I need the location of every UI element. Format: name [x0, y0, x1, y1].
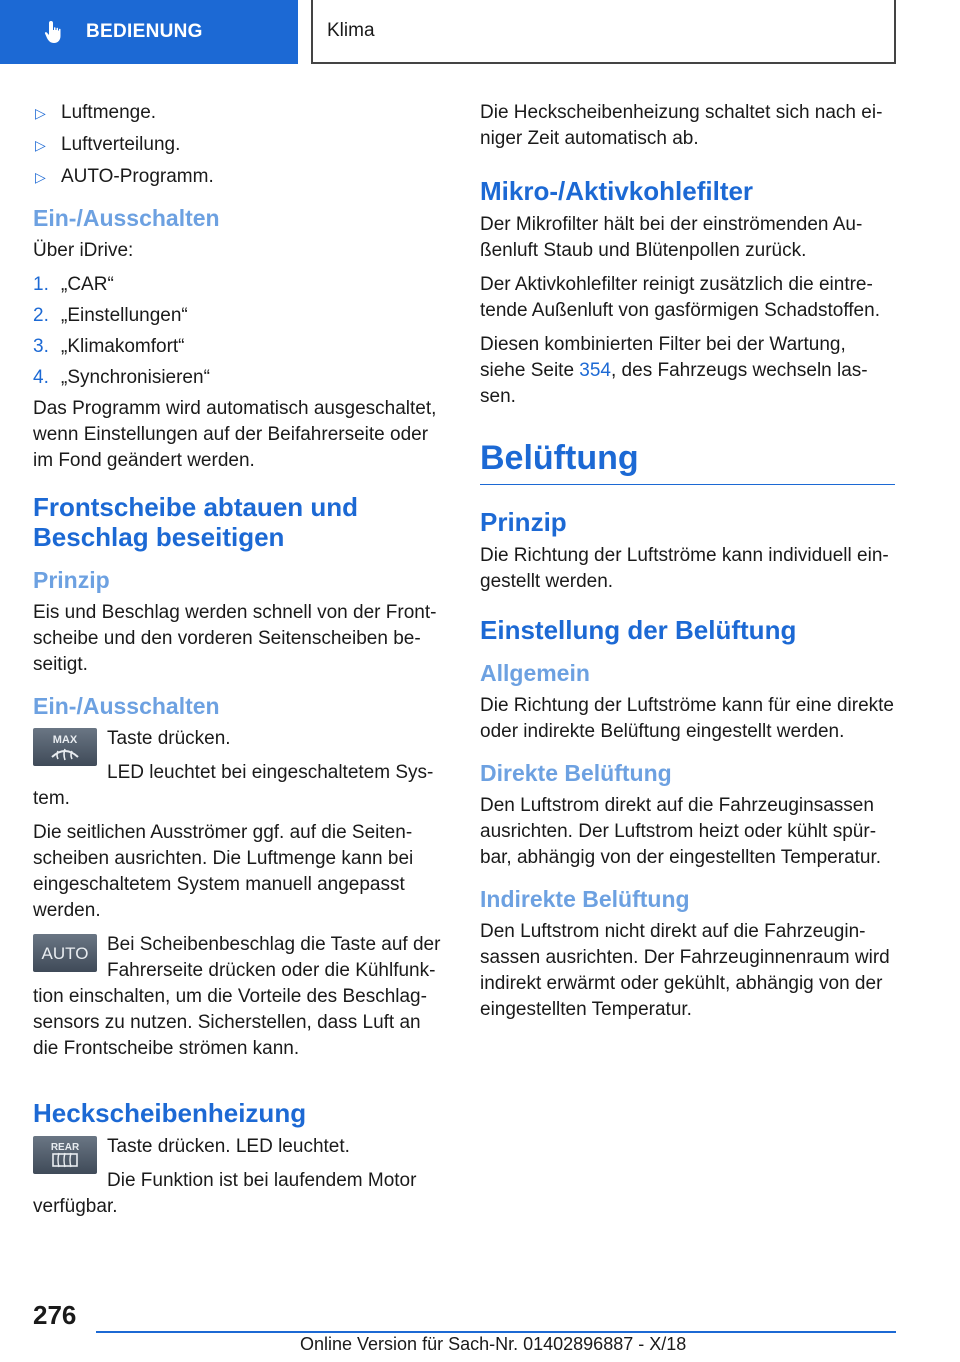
filter-paragraph-1: Der Mikrofilter hält bei der einströmenden Außenluft Staub und Blütenpollen zurück. [480, 214, 863, 261]
heading-prinzip: Prinzip [33, 567, 110, 593]
chapter-title: Klima [327, 20, 375, 41]
heading-einstellung: Einstellung der Belüftung [480, 615, 797, 645]
heading-ein-ausschalten: Ein-/Ausschalten [33, 205, 220, 231]
max-button-row [33, 726, 445, 820]
filter-paragraph-2: Der Aktivkohlefilter reinigt zusätzlich die eintretende Außenluft von gasförmigen Schadstoffen. [480, 274, 880, 321]
auto-paragraph: Bei Scheibenbeschlag die Taste auf der Fahrerseite drücken oder die Kühlfunktion einschalten, um die Vorteile des Beschlagsensors zu nutzen. Sicherstellen, dass Luft an die Frontscheibe strömen kann. [33, 934, 441, 1059]
triangle-bullet-icon: ▷ [35, 137, 46, 153]
heading-direkt: Direkte Belüftung [480, 760, 672, 786]
auto-button-icon [33, 934, 97, 972]
rear-text-2: Die Funktion ist bei laufendem Motor verfügbar. [33, 1170, 417, 1217]
heck-auto-paragraph: Die Heckscheibenheizung schaltet sich nach einiger Zeit automatisch ab. [480, 102, 883, 149]
footer-divider [96, 1331, 896, 1333]
list-item: ▷ Luftmenge. [33, 100, 445, 126]
heading-belueftung: Belüftung [480, 438, 895, 485]
bullet-list [33, 100, 445, 190]
svg-text:MAX: MAX [52, 734, 78, 746]
side-vents-paragraph: Die seitlichen Ausströmer ggf. auf die Seitenscheiben ausrichten. Die Luftmenge kann bei eingeschaltetem System manuell angepasst werden. [33, 822, 414, 921]
sync-paragraph: Das Programm wird automatisch ausgeschaltet, wenn Einstellungen auf der Beifahrerseite oder im Fond geändert werden. [33, 398, 437, 471]
list-item: 1. „CAR“ [33, 274, 114, 295]
list-item: 3. „Klimakomfort“ [33, 336, 185, 357]
heading-prinzip-2: Prinzip [480, 507, 567, 537]
svg-text:REAR: REAR [50, 1142, 80, 1153]
direkt-paragraph: Den Luftstrom direkt auf die Fahrzeuginsassen ausrichten. Der Luftstrom heizt oder kühlt spürbar, abhängig von der eingestellten Temperatur. [480, 795, 882, 868]
prinzip-paragraph: Eis und Beschlag werden schnell von der Frontscheibe und den vorderen Seitenscheiben beseitigt. [33, 602, 437, 675]
idrive-intro: Über iDrive: [33, 240, 134, 261]
auto-button-row [33, 932, 445, 1070]
list-item: ▷ Luftverteilung. [33, 132, 445, 158]
rear-defrost-button-icon [33, 1136, 97, 1174]
rear-text-1: Taste drücken. LED leuchtet. [107, 1136, 350, 1157]
max-text-2: LED leuchtet bei eingeschaltetem System. [33, 762, 434, 809]
heading-allgemein: Allgemein [480, 660, 590, 686]
list-item: 4. „Synchronisieren“ [33, 367, 210, 388]
right-column [480, 100, 895, 1031]
list-item: 2. „Einstellungen“ [33, 305, 188, 326]
rear-button-row [33, 1134, 445, 1228]
heading-heckscheibenheizung: Heckscheibenheizung [33, 1098, 307, 1128]
heading-ein-ausschalten-2: Ein-/Ausschalten [33, 693, 220, 719]
page-link-354[interactable]: 354 [579, 360, 611, 381]
section-title: BEDIENUNG [86, 21, 203, 42]
max-text-1: Taste drücken. [107, 728, 231, 749]
max-defrost-button-icon [33, 728, 97, 766]
chapter-tab[interactable] [311, 0, 896, 64]
left-column [33, 100, 445, 1228]
heading-indirekt: Indirekte Belüftung [480, 886, 690, 912]
hand-pointer-icon [42, 19, 68, 45]
prinzip-paragraph-2: Die Richtung der Luftströme kann individuell eingestellt werden. [480, 545, 889, 592]
allgemein-paragraph: Die Richtung der Luftströme kann für eine direkte oder indirekte Belüftung eingestellt werden. [480, 695, 894, 742]
indirekt-paragraph: Den Luftstrom nicht direkt auf die Fahrzeuginsassen ausrichten. Der Fahrzeuginnenraum wird indirekt erwärmt oder gekühlt, abhängig von der eingestellten Temperatur. [480, 921, 890, 1020]
footer-text: Online Version für Sach-Nr. 01402896887 - X/18 [300, 1334, 687, 1354]
filter-paragraph-3: Diesen kombinierten Filter bei der Wartung, siehe Seite 354, des Fahrzeugs wechseln lassen. [480, 334, 868, 407]
page-number: 276 [33, 1300, 77, 1330]
steps-list [33, 272, 445, 391]
heading-filter: Mikro-/Aktivkohlefilter [480, 176, 754, 206]
list-item: ▷ AUTO-Programm. [33, 164, 445, 190]
triangle-bullet-icon: ▷ [35, 105, 46, 121]
section-tab[interactable] [0, 0, 298, 64]
triangle-bullet-icon: ▷ [35, 169, 46, 185]
svg-text:AUTO: AUTO [41, 944, 89, 963]
heading-frontscheibe: Frontscheibe abtauen und Beschlag beseitigen [33, 492, 359, 552]
